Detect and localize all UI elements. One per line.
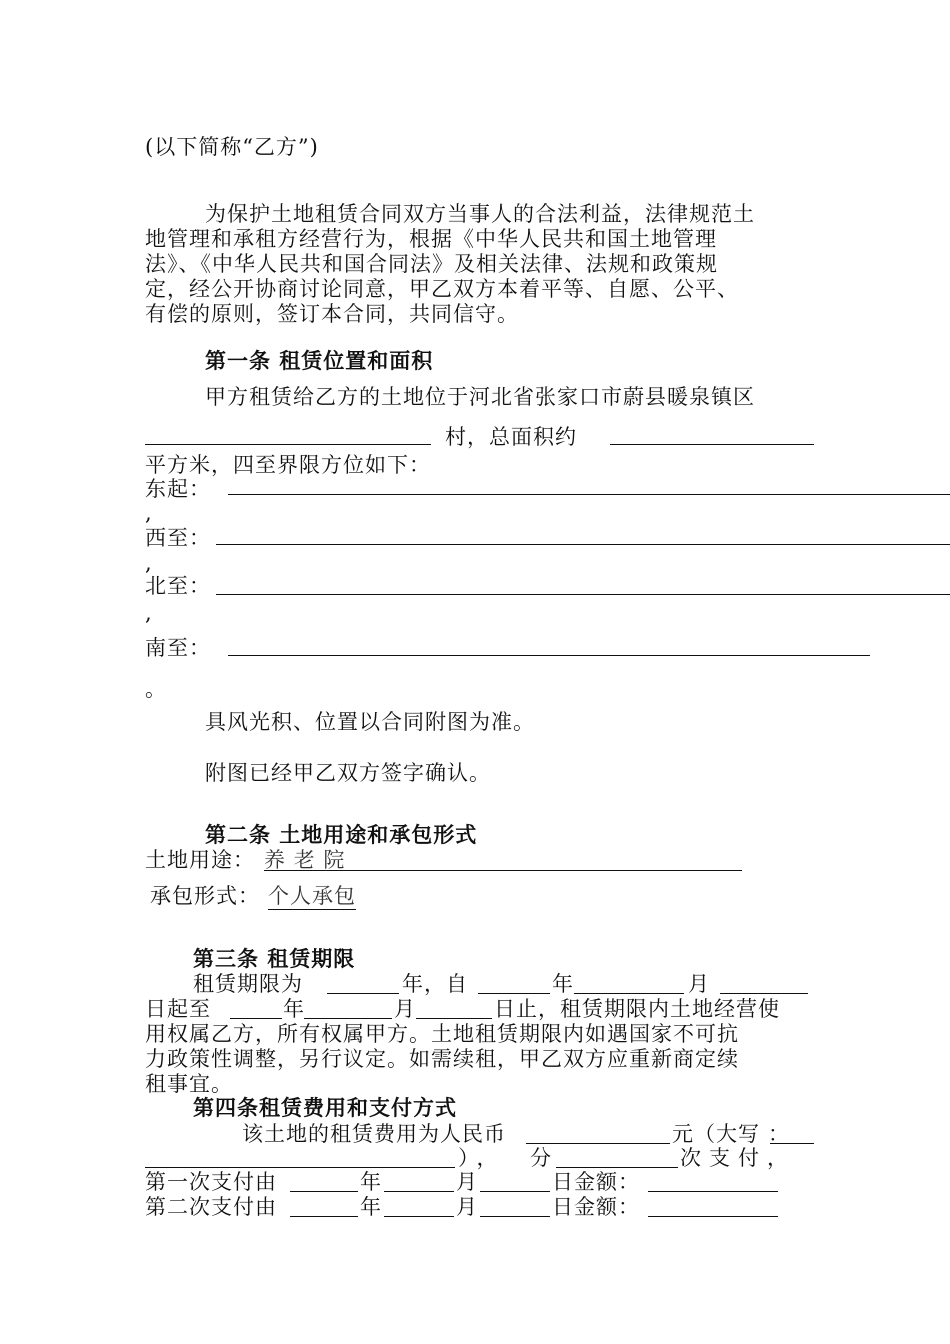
north-label: 北至： (145, 574, 211, 598)
end-year-blank[interactable] (230, 1018, 282, 1019)
fee-uppercase-blank[interactable] (145, 1167, 455, 1168)
article-2-title: 第二条 土地用途和承包形式 (205, 822, 478, 847)
east-blank[interactable] (228, 494, 950, 495)
west-comma: , (145, 551, 153, 575)
end-month-unit: 月 (394, 997, 416, 1021)
fee-colon: ： (768, 1122, 790, 1146)
term-years-blank[interactable] (327, 993, 399, 994)
term-line-3: 用权属乙方，所有权属甲方。土地租赁期限内如遇国家不可抗 (145, 1022, 739, 1046)
east-comma: , (145, 501, 153, 525)
second-payment-year-blank[interactable] (290, 1216, 358, 1217)
boundary-intro: 平方米，四至界限方位如下： (145, 453, 431, 477)
installments-blank[interactable] (556, 1167, 678, 1168)
land-use-label: 土地用途： (145, 848, 255, 872)
south-period: 。 (145, 677, 167, 701)
purpose-line-4: 定，经公开协商讨论同意，甲乙双方本着平等、自愿、公平、 (145, 277, 739, 301)
fee-close-paren: ）， (458, 1146, 506, 1170)
end-day-text: 日止，租赁期限内土地经营使 (494, 997, 780, 1021)
west-label: 西至： (145, 526, 211, 550)
start-month-unit: 月 (688, 972, 710, 996)
start-year-blank[interactable] (478, 993, 550, 994)
first-payment-year-unit: 年 (360, 1170, 382, 1194)
first-payment-year-blank[interactable] (290, 1191, 358, 1192)
purpose-line-3: 法》、《中华人民共和国合同法》及相关法律、法规和政策规 (145, 252, 718, 276)
end-month-blank[interactable] (304, 1018, 392, 1019)
area-blank[interactable] (610, 444, 814, 445)
purpose-line-2: 地管理和承租方经营行为，根据《中华人民共和国土地管理 (145, 227, 717, 251)
term-line-5: 租事宜。 (145, 1072, 233, 1096)
second-payment-label: 第二次支付由 (145, 1195, 277, 1219)
end-day-blank[interactable] (416, 1018, 492, 1019)
second-payment-month-unit: 月 (456, 1195, 478, 1219)
fee-uppercase-blank-start[interactable] (770, 1143, 814, 1144)
north-blank[interactable] (216, 594, 950, 595)
first-payment-amount-blank[interactable] (648, 1191, 778, 1192)
second-payment-year-unit: 年 (360, 1195, 382, 1219)
fee-uppercase-label: 元（大写 (672, 1122, 760, 1146)
article-4-title: 第四条租赁费用和支付方式 (193, 1095, 457, 1120)
end-year-unit: 年 (283, 997, 305, 1021)
purpose-line-5: 有偿的原则，签订本合同，共同信守。 (145, 302, 519, 326)
first-payment-label: 第一次支付由 (145, 1170, 277, 1194)
installments-label: 分 (530, 1146, 552, 1170)
start-day-blank[interactable] (720, 993, 808, 994)
west-blank[interactable] (216, 544, 950, 545)
contract-form-value: 个人承包 (268, 884, 356, 908)
term-year-from: 年，自 (402, 972, 468, 996)
south-blank[interactable] (228, 655, 870, 656)
area-note: 具风光积、位置以合同附图为准。 (205, 710, 535, 734)
second-payment-month-blank[interactable] (384, 1216, 454, 1217)
second-payment-day-blank[interactable] (480, 1216, 550, 1217)
east-label: 东起： (145, 477, 211, 501)
village-area-label: 村，总面积约 (445, 425, 577, 449)
contract-form-label: 承包形式： (150, 884, 260, 908)
purpose-line-1: 为保护土地租赁合同双方当事人的合法利益，法律规范土 (205, 202, 755, 226)
first-payment-day-blank[interactable] (480, 1191, 550, 1192)
term-line-4: 力政策性调整，另行议定。如需续租，甲乙双方应重新商定续 (145, 1047, 739, 1071)
term-label: 租赁期限为 (193, 972, 303, 996)
attachment-note: 附图已经甲乙双方签字确认。 (205, 761, 491, 785)
land-use-underline (264, 870, 742, 871)
article-1-title: 第一条 租赁位置和面积 (205, 348, 434, 373)
north-comma: , (145, 601, 153, 625)
start-month-blank[interactable] (574, 993, 684, 994)
first-payment-amount-label: 日金额： (552, 1170, 640, 1194)
south-label: 南至： (145, 636, 211, 660)
district-blank[interactable] (145, 444, 431, 445)
first-payment-month-blank[interactable] (384, 1191, 454, 1192)
land-use-value: 养 老 院 (264, 848, 346, 872)
fee-amount-blank[interactable] (526, 1143, 670, 1144)
fee-label: 该土地的租赁费用为人民币 (242, 1122, 506, 1146)
location-line: 甲方租赁给乙方的土地位于河北省张家口市蔚县暖泉镇区 (205, 385, 755, 409)
party-b-abbreviation: (以下简称“乙方”) (145, 135, 319, 159)
second-payment-amount-label: 日金额： (552, 1195, 640, 1219)
first-payment-month-unit: 月 (456, 1170, 478, 1194)
start-year-unit: 年 (552, 972, 574, 996)
article-3-title: 第三条 租赁期限 (193, 946, 356, 971)
start-day-unit: 日起至 (145, 997, 211, 1021)
second-payment-amount-blank[interactable] (648, 1216, 778, 1217)
installments-unit: 次支付， (680, 1146, 796, 1170)
